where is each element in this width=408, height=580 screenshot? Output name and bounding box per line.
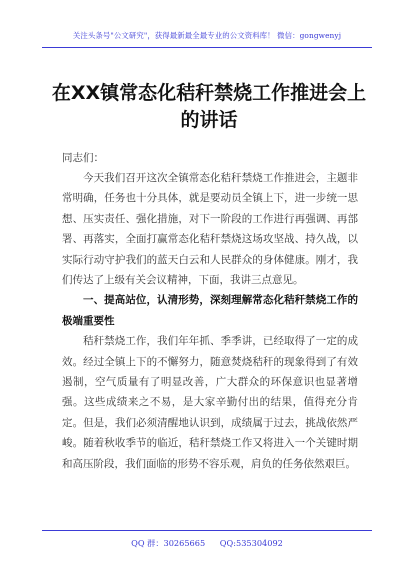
footer-qq-group: QQ 群：30265665	[131, 538, 206, 548]
document-body	[62, 168, 358, 474]
footer-divider	[42, 530, 372, 531]
header-banner: 关注头条号"公文研究"，获得最新最全最专业的公文资料库！ 微信：gongwenyj	[72, 31, 342, 40]
salutation: 同志们：	[62, 152, 104, 164]
footer-qq: QQ:535304092	[219, 538, 283, 548]
footer-contact	[42, 538, 372, 549]
document-title: 在XX镇常态化秸秆禁烧工作推进会上的讲话	[51, 82, 367, 131]
paragraph-section-1: 秸秆禁烧工作，我们年年抓、季季讲，已经取得了一定的成效。经过全镇上下的不懈努力，随意焚烧秸秆的现象得到了有效遏制，空气质量有了明显改善，广大群众的环保意识也显著增强。这些成绩来之不易，是大家辛勤付出的结果，值得充分肯定。但是，我们必须清醒地认识到，成绩属于过去，挑战依然严峻。随着秋收季节的临近，秸秆禁烧工作又将进入一个关键时期和高压阶段，我们面临的形势不容乐观，肩负的任务依然艰巨。	[62, 335, 358, 470]
header-divider	[42, 47, 372, 48]
paragraph-intro: 今天我们召开这次全镇常态化秸秆禁烧工作推进会，主题非常明确，任务也十分具体，就是要动员全镇上下，进一步统一思想、压实责任、强化措施，对下一阶段的工作进行再强调、再部署、再落实，全面打赢常态化秸秆禁烧这场攻坚战、持久战，以实际行动守护我们的蓝天白云和人民群众的身体健康。刚才，我们传达了上级有关会议精神，下面，我讲三点意见。	[62, 172, 358, 287]
section-heading-1: 一、提高站位，认清形势，深刻理解常态化秸秆禁烧工作的极端重要性	[62, 294, 358, 327]
